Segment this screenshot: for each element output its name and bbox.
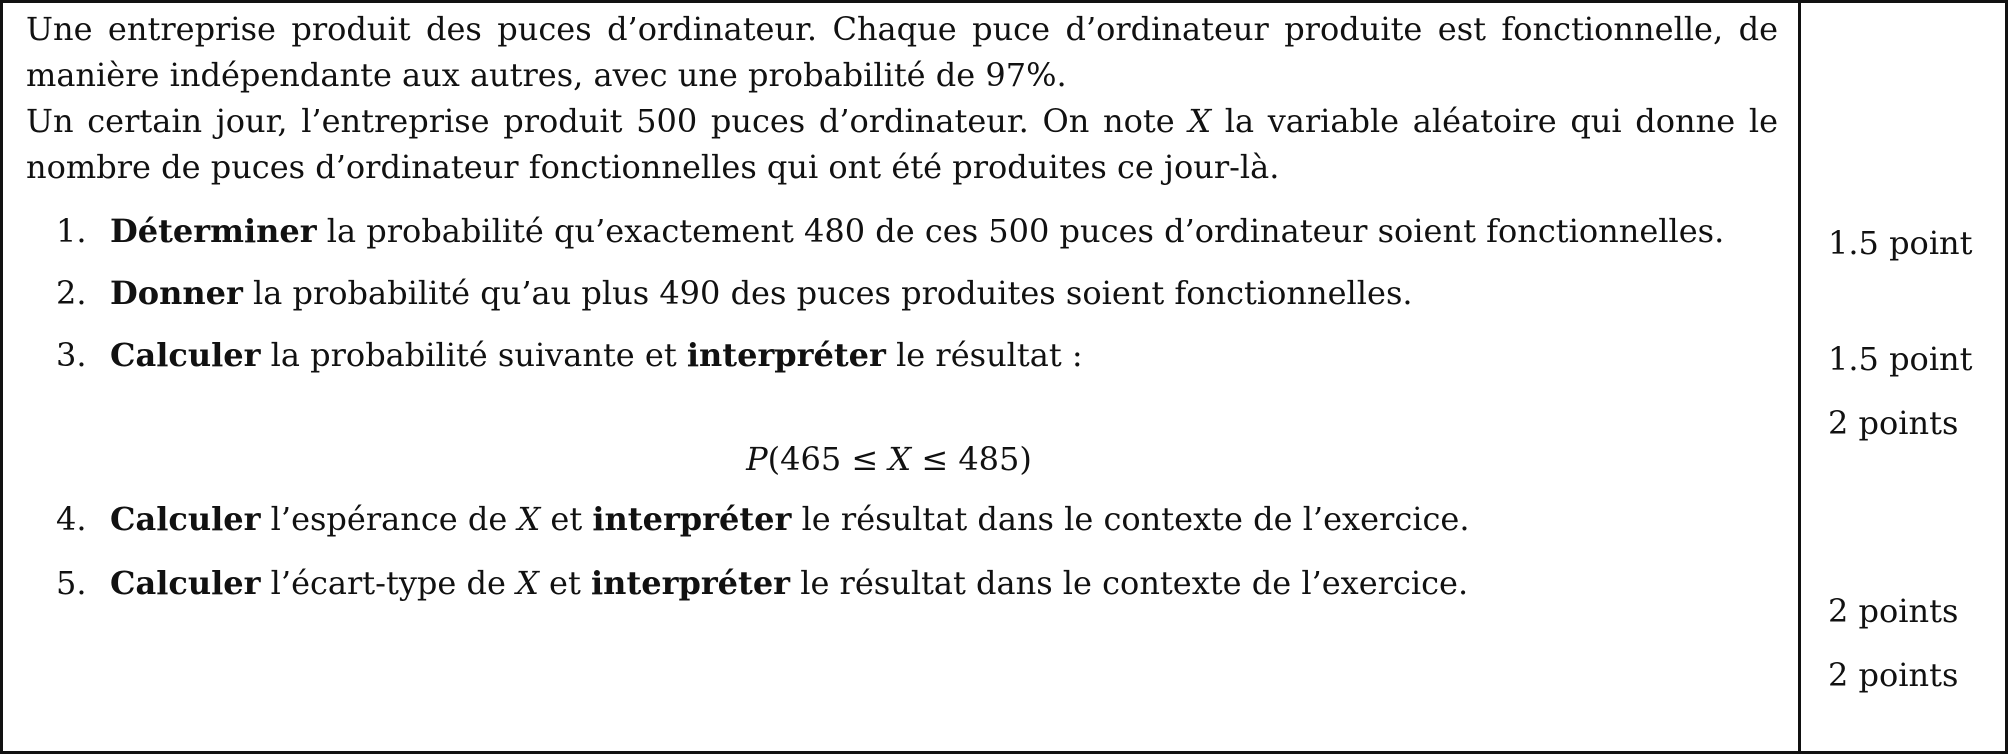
points-question-2: 1.5 point [1828, 340, 1973, 378]
question-1 [26, 208, 1778, 254]
formula-close: ≤ 485) [911, 440, 1032, 478]
intro-text-part-1: Un certain jour, l’entreprise produit 500 puces d’ordinateur. On note [26, 102, 1189, 140]
question-verb: Donner [110, 274, 243, 312]
exercise-intro [26, 6, 1778, 190]
question-text-2: et [538, 564, 592, 602]
question-number: 5. [56, 564, 87, 602]
question-verb: Calculer [110, 336, 261, 374]
question-text: la probabilité qu’exactement 480 de ces 500 puces d’ordinateur soient fonctionnelles. [316, 212, 1725, 250]
question-number: 3. [56, 336, 87, 374]
intro-paragraph-1: Une entreprise produit des puces d’ordinateur. Chaque puce d’ordinateur produite est fonctionnelle, de manière indépendante aux autres, avec une probabilité de 97%. [26, 10, 1778, 94]
question-variable: X [516, 564, 539, 602]
question-variable: X [517, 500, 541, 538]
points-column [1801, 0, 2008, 754]
points-question-5: 2 points [1828, 656, 1959, 694]
formula-open: (465 ≤ [767, 440, 889, 478]
question-text: la probabilité qu’au plus 490 des puces produites soient fonctionnelles. [242, 274, 1413, 312]
question-text-2: et [540, 500, 593, 538]
question-text: l’écart-type de [260, 564, 517, 602]
question-number: 4. [56, 500, 87, 538]
question-text: l’espérance de [260, 500, 518, 538]
question-text-3: le résultat dans le contexte de l’exercice. [791, 500, 1470, 538]
question-3 [26, 332, 1778, 482]
intro-variable: X [1188, 102, 1212, 140]
intro-paragraph-2 [26, 98, 1778, 190]
question-verb-2: interpréter [591, 564, 791, 602]
question-verb: Calculer [110, 500, 261, 538]
question-text-3: le résultat dans le contexte de l’exercice. [790, 564, 1469, 602]
question-verb-2: interpréter [592, 500, 792, 538]
question-text-2: le résultat : [885, 336, 1083, 374]
question-number: 2. [56, 274, 87, 312]
points-question-1: 1.5 point [1828, 224, 1973, 262]
formula-p: P [746, 440, 768, 478]
question-text: la probabilité suivante et [260, 336, 687, 374]
probability-formula [110, 436, 1778, 482]
question-number: 1. [56, 212, 87, 250]
question-verb: Calculer [110, 564, 261, 602]
exercise-statement [26, 6, 1778, 606]
question-list [26, 208, 1778, 606]
points-question-4: 2 points [1828, 592, 1959, 630]
points-question-3: 2 points [1828, 404, 1959, 442]
formula-x: X [888, 440, 912, 478]
question-verb: Déterminer [110, 212, 317, 250]
question-verb-2: interpréter [686, 336, 886, 374]
question-5 [26, 560, 1778, 606]
intro-text-part-2: la variable aléatoire qui donne le nombre de puces d’ordinateur fonctionnelles qui ont été produites ce jour-là. [26, 102, 1779, 186]
question-2 [26, 270, 1778, 316]
question-4 [26, 496, 1778, 542]
